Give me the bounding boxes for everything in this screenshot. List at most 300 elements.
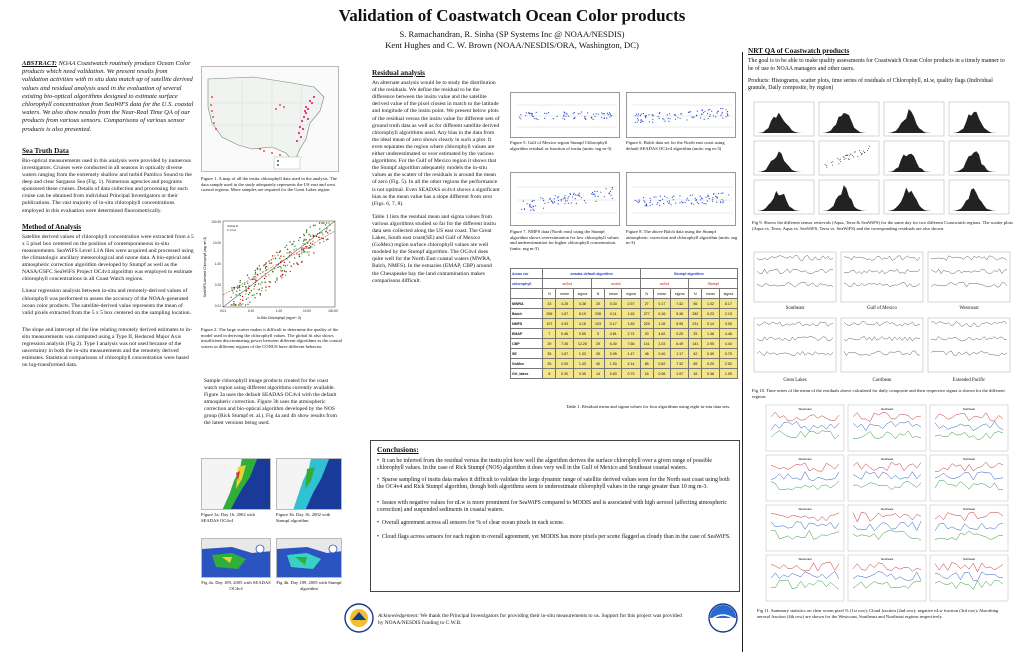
residual-point: [593, 114, 594, 115]
fig10-label: Extended Pacific: [952, 378, 986, 383]
sea-truth-text: Bio-optical measurements used in this analysis were provided by numerous investigators. Cruises were conducted in all seasons in optically diverse waters ranging from the extremely shallow and turbid Pamlico Sound to the deep and clear Sargasso Sea (Fig. 1). Numerous agencies and programs sponsored these cruises. Details of data collection and processing for each cruise can be obtained from individual Principal Investigators or their publications. The vast majority of in-situ chlorophyll concentrations employed in this evaluation were determined fluorometrically.: [22, 157, 192, 214]
residual-point: [544, 118, 545, 119]
figure-5-caption: Figure 5. Gulf of Mexico region Stumpf Chlorophyll algorithm residual as function of insitu (units: mg m-3): [510, 140, 612, 151]
fig2-point: [268, 274, 269, 275]
table-cell: 1.83: [622, 319, 640, 329]
fig2-point: [249, 302, 250, 303]
residual-point: [581, 197, 582, 198]
fig9-point: [845, 155, 846, 156]
residual-point: [663, 203, 664, 204]
fig2-point: [260, 269, 261, 270]
residual-point: [691, 203, 692, 204]
fig9-point: [852, 155, 853, 156]
residual-point: [650, 205, 651, 206]
fig2-point: [272, 271, 273, 272]
table-cell: 2.52: [719, 359, 737, 369]
fig2-point: [303, 234, 304, 235]
fig2-point: [258, 283, 259, 284]
residual-point: [602, 113, 603, 114]
residual-point: [645, 117, 646, 118]
residual-point: [556, 116, 557, 117]
fig2-xtick: 0.01: [219, 309, 227, 313]
fig2-point: [255, 270, 256, 271]
figure-6-residual-plot: [626, 92, 736, 138]
residual-point: [700, 117, 701, 118]
residual-point: [670, 118, 671, 119]
fig10-label: Carribean: [872, 378, 892, 383]
fig2-point: [244, 283, 245, 284]
residual-point: [727, 115, 728, 116]
figure-3a-caption: Figure 3a. Day 16, 2002 with SEADAS OC4v4: [201, 512, 255, 523]
table-cell: 225: [640, 319, 653, 329]
fig2-point: [294, 246, 295, 247]
table-cell: 2.19: [719, 309, 737, 319]
residual-point: [728, 194, 729, 195]
residual-point: [566, 113, 567, 114]
residual-point: [705, 197, 706, 198]
table-corner: Areas cor: [511, 269, 543, 279]
table-1-caption: Table 1. Residual mean and sigma values for four algorithms using eight in-situ data sets.: [566, 404, 731, 409]
fig2-point: [321, 232, 322, 233]
table-cell: 0.25: [671, 329, 689, 339]
fig2-point: [275, 281, 276, 282]
table-cell: 5.95: [671, 319, 689, 329]
fig2-point: [313, 236, 314, 237]
residual-point: [567, 198, 568, 199]
fig2-point: [319, 222, 320, 223]
fig2-point: [245, 293, 246, 294]
fig2-point: [236, 294, 237, 295]
table-cell: 141: [640, 339, 653, 349]
residual-point: [573, 113, 574, 114]
table-column-header: mean: [605, 289, 622, 299]
fig2-point: [326, 231, 327, 232]
residual-point: [673, 199, 674, 200]
table-cell: 3.00: [719, 319, 737, 329]
residual-point: [534, 118, 535, 119]
fig2-point: [281, 260, 282, 261]
fig2-point: [304, 244, 305, 245]
fig2-point: [326, 239, 327, 240]
author-line-2: Kent Hughes and C. W. Brown (NOAA/NESDIS/ORA, Washington, DC): [385, 40, 639, 50]
noaa-logo: [708, 603, 738, 633]
table-cell: 0.62: [653, 359, 670, 369]
fig2-point: [259, 265, 260, 266]
residual-point: [722, 202, 723, 203]
fig11-panel: [848, 455, 926, 501]
fig2-xtick: 0.10: [247, 309, 255, 313]
residual-point: [673, 196, 674, 197]
fig2-point: [265, 290, 266, 291]
residual-point: [641, 114, 642, 115]
table-cell: 282: [689, 309, 702, 319]
conclusion-text: Sparse sampling of insitu data makes it difficult to validate the large dynamic range of satellite derived values seen for the North east coast using both the OC4v4 and Rick Stumpf algorithm, though both algorithms seem to underestimate chlorophyll values in the range greater than 10 mg m-3.: [377, 476, 730, 491]
fig11-panel: [930, 455, 1008, 501]
table-cell: 0.23: [702, 309, 719, 319]
fig9-point: [862, 153, 863, 154]
residual-point: [579, 193, 580, 194]
figure-10-bottom-row: [752, 316, 1012, 374]
residual-point: [604, 113, 605, 114]
residual-point: [610, 191, 611, 192]
residual-point: [643, 113, 644, 114]
table-cell: 25: [689, 329, 702, 339]
residual-point: [563, 198, 564, 199]
fig2-point: [291, 266, 292, 267]
table-cell: 1.02: [702, 299, 719, 309]
fig2-point: [296, 253, 297, 254]
residual-point: [662, 118, 663, 119]
residual-point: [720, 115, 721, 116]
residual-point: [636, 114, 637, 115]
residual-point: [652, 115, 653, 116]
residual-point: [562, 118, 563, 119]
residual-point: [564, 119, 565, 120]
fig2-point: [296, 248, 297, 249]
fig2-ytick: 0.01: [214, 304, 221, 308]
fig2-point: [314, 245, 315, 246]
residual-point: [533, 206, 534, 207]
fig9-point: [844, 159, 845, 160]
fig2-point: [247, 304, 248, 305]
table-cell: 107: [543, 319, 556, 329]
figure-11-grid: [765, 404, 1011, 604]
fig2-point: [271, 262, 272, 263]
fig2-point: [314, 235, 315, 236]
table-row: [511, 319, 738, 329]
fig2-point: [303, 240, 304, 241]
nrt-paragraph-1: The goal is to be able to make quality assessments for Coastwatch Ocean Color products in a timely manner to be of use to NOAA managers and other users.: [748, 58, 1005, 72]
table-body: [511, 299, 738, 379]
nrt-column: [748, 48, 1010, 97]
residual-point: [595, 201, 596, 202]
residual-point: [667, 201, 668, 202]
residual-point: [680, 118, 681, 119]
table-row-header: Grt_lakes: [511, 369, 543, 379]
residual-point: [646, 205, 647, 206]
residual-point: [540, 197, 541, 198]
residual-point: [727, 113, 728, 114]
fig9-point: [847, 155, 848, 156]
fig9-point: [849, 159, 850, 160]
fig2-point: [255, 277, 256, 278]
residual-point: [656, 204, 657, 205]
residual-point: [557, 197, 558, 198]
table-cell: 1.43: [573, 359, 591, 369]
residual-point: [587, 112, 588, 113]
fig2-point: [253, 288, 254, 289]
poster-title: Validation of Coastwatch Ocean Color products: [338, 6, 686, 25]
residual-point: [529, 113, 530, 114]
fig2-point: [277, 255, 278, 256]
table-cell: 0.83: [605, 369, 622, 379]
figure-3a-image: [201, 458, 271, 510]
fig2-point: [286, 258, 287, 259]
fig2-point: [279, 258, 280, 259]
residual-point: [555, 195, 556, 196]
acknowledgement-label: Acknowledgement:: [378, 613, 420, 619]
residual-point: [594, 194, 595, 195]
residual-point: [713, 115, 714, 116]
table-cell: 2.00: [556, 359, 573, 369]
fig9-point: [857, 156, 858, 157]
table-sub-header: Stumpf: [689, 279, 738, 289]
fig9-point: [840, 159, 841, 160]
fig2-point: [310, 226, 311, 227]
fig9-panel: [819, 141, 879, 175]
residual-point: [649, 121, 650, 122]
residual-point: [652, 204, 653, 205]
residual-point: [643, 200, 644, 201]
residual-point: [716, 202, 717, 203]
residual-point: [609, 113, 610, 114]
fig2-point: [280, 267, 281, 268]
fig2-point: [307, 242, 308, 243]
conclusion-text: Cloud flags across sensors for each region in overall agreement, yet MODIS has more pixels per scene flagged as cloudy than in the case of SeaWiFS.: [381, 533, 731, 540]
fig2-point: [319, 228, 320, 229]
fig9-point: [853, 157, 854, 158]
fig2-point: [289, 241, 290, 242]
fig11-panel-title: Westcoast: [798, 557, 812, 561]
fig2-point: [255, 282, 256, 283]
table-row-header: CBP: [511, 339, 543, 349]
fig2-point: [265, 267, 266, 268]
residual-point: [720, 108, 721, 109]
fig2-point: [309, 239, 310, 240]
residual-point: [533, 116, 534, 117]
residual-point: [608, 114, 609, 115]
residual-point: [695, 198, 696, 199]
fig2-point: [262, 271, 263, 272]
residual-point: [702, 198, 703, 199]
fig2-point: [319, 239, 320, 240]
fig10-label: Great Lakes: [783, 378, 807, 383]
residual-point: [655, 196, 656, 197]
fig2-point: [325, 224, 326, 225]
fig9-point: [854, 152, 855, 153]
residual-point: [529, 204, 530, 205]
table-cell: 0.11: [605, 309, 622, 319]
fig9-point: [838, 163, 839, 164]
residual-point: [530, 206, 531, 207]
fig2-point: [279, 266, 280, 267]
fig10-panel: [754, 318, 836, 372]
left-column: [22, 60, 194, 374]
figure-3b-image: [276, 458, 342, 510]
table-row: [511, 339, 738, 349]
table-cell: 1.38: [702, 329, 719, 339]
table-cell: 0.14: [702, 319, 719, 329]
residual-point: [600, 192, 601, 193]
fig2-point: [247, 297, 248, 298]
fig2-point: [233, 287, 234, 288]
residual-point: [641, 121, 642, 122]
fig2-point: [252, 295, 253, 296]
residual-point: [659, 200, 660, 201]
residual-point: [569, 193, 570, 194]
table-cell: 0.35: [573, 369, 591, 379]
fig2-point: [233, 292, 234, 293]
table-cell: 0.16: [653, 309, 670, 319]
residual-point: [664, 196, 665, 197]
fig2-point: [299, 237, 300, 238]
fig2-point: [314, 225, 315, 226]
table-cell: 16: [689, 369, 702, 379]
table-cell: 4.14: [622, 359, 640, 369]
fig2-point: [290, 271, 291, 272]
residual-point: [593, 119, 594, 120]
fig2-point: [242, 303, 243, 304]
residual-point: [567, 114, 568, 115]
residual-point: [573, 194, 574, 195]
residual-point: [604, 117, 605, 118]
abstract-heading: ABSTRACT:: [22, 60, 57, 67]
fig2-point: [266, 262, 267, 263]
residual-point: [709, 116, 710, 117]
conclusion-item: • Overall agreement across all sensors for % of clear ocean pixels in each scene.: [377, 520, 565, 527]
table-group-header: Stumpf algorithm: [640, 269, 737, 279]
table-cell: 0.30: [702, 349, 719, 359]
residual-point: [558, 203, 559, 204]
table-sub-header: oc4v4: [592, 279, 641, 289]
residual-point: [609, 112, 610, 113]
table-column-header: N: [689, 289, 702, 299]
residual-point: [635, 115, 636, 116]
residual-point: [552, 202, 553, 203]
method-paragraph-3: The slope and intercept of the line relating remotely derived estimates to in-situ measurements was computed using a Type II, Reduced Major Axis regression analysis (Fig 2). Type I analysis was not used because of the uncertainty in both the in-situ measurements and the remotely derived estimates. Statistical comparisons of chlorophyll concentration were based on log-transformed data.: [22, 326, 192, 369]
residual-point: [606, 118, 607, 119]
residual-point: [707, 118, 708, 119]
fig2-point: [260, 294, 261, 295]
residual-point: [692, 117, 693, 118]
residual-point: [662, 199, 663, 200]
residual-point: [574, 112, 575, 113]
residual-point: [704, 111, 705, 112]
fig2-point: [260, 293, 261, 294]
residual-point: [532, 209, 533, 210]
fig2-point: [283, 265, 284, 266]
fig9-point: [831, 162, 832, 163]
figure-10-top-row: [752, 250, 1012, 304]
fig9-point: [869, 146, 870, 147]
residual-point: [568, 203, 569, 204]
conclusion-text: Issues with negative values for nLw is more prominent for SeaWiFS compared to MODIS and is associated with high aerosol (affecting atmospheric correction) and suspended sediments in coastal waters.: [377, 499, 727, 514]
table-row-header: GoMex: [511, 359, 543, 369]
residual-point: [520, 114, 521, 115]
fig2-point: [328, 222, 329, 223]
residual-point: [711, 111, 712, 112]
residual-point: [710, 114, 711, 115]
fig2-point: [274, 255, 275, 256]
fig2-point: [293, 263, 294, 264]
fig2-legend-entry: 1:1 line: [227, 228, 237, 232]
residual-point: [715, 116, 716, 117]
residual-point: [652, 122, 653, 123]
residual-point: [698, 203, 699, 204]
residual-point: [650, 198, 651, 199]
residual-point: [700, 199, 701, 200]
fig2-xtick: 10.00: [303, 309, 311, 313]
figure-9-grid: [752, 100, 1012, 218]
residual-point: [591, 193, 592, 194]
fig2-point: [324, 222, 325, 223]
residual-heading: Residual analysis: [372, 69, 425, 77]
noaa-seal-logo: [344, 603, 374, 633]
residual-point: [561, 199, 562, 200]
table-cell: 1.09: [719, 369, 737, 379]
figure-7-residual-plot: [510, 172, 620, 226]
table-cell: 141: [689, 339, 702, 349]
fig2-point: [310, 242, 311, 243]
residual-point: [612, 187, 613, 188]
table-cell: 23: [543, 299, 556, 309]
fig2-point: [269, 263, 270, 264]
table-column-header: mean: [556, 289, 573, 299]
table-cell: 4.18: [573, 319, 591, 329]
fig2-point: [299, 255, 300, 256]
figure-6-caption: Figure 6. Balch data set for the North east coast using default SEADAS OC4v4 algorithm (units: mg m-3): [626, 140, 725, 151]
residual-point: [546, 113, 547, 114]
fig2-point: [239, 290, 240, 291]
fig2-point: [319, 242, 320, 243]
fig2-point: [257, 274, 258, 275]
acknowledgement: [378, 613, 688, 627]
fig11-panel: [766, 405, 844, 451]
table-cell: 1.67: [556, 349, 573, 359]
fig2-point: [289, 255, 290, 256]
fig2-legend-entry: Stumpf: [301, 250, 310, 254]
residual-point: [689, 111, 690, 112]
residual-point: [553, 203, 554, 204]
figure-11-caption: Fig 11. Summary statistics on clear ocean pixel % (1st row); Cloud fraction (2nd row); negative nLw fraction (3rd row); Absorbing aerosol fraction (4th row) are shown for the Westcoast, Southeast and Northeast regions respectively.: [757, 608, 999, 619]
fig2-point: [326, 228, 327, 229]
table-cell: 5: [592, 329, 605, 339]
fig2-point: [322, 234, 323, 235]
table-column-header: N: [543, 289, 556, 299]
fig2-point: [294, 257, 295, 258]
residual-point: [722, 108, 723, 109]
residual-point: [720, 202, 721, 203]
fig2-point: [296, 262, 297, 263]
residual-point: [716, 113, 717, 114]
table-cell: 1.17: [671, 349, 689, 359]
residual-point: [657, 202, 658, 203]
fig9-point: [850, 154, 851, 155]
figure-2-caption: Figure 2. The large scatter makes it difficult to determine the quality of the model used in deriving the chlorophyll values. The global fit also shows insufficient discriminating power between different algorithms as the coastal waters in different regions of the CONUS have different behavior.: [201, 327, 342, 349]
fig2-ytick: 1.00: [214, 262, 221, 266]
fig2-point: [261, 276, 262, 277]
fig9-point: [860, 152, 861, 153]
acknowledgement-text: We thank the Principal Investigators for providing their in-situ measurements to us. Support for this project was provided by NOAA/NESDIS funding to C.W.B.: [378, 613, 682, 626]
fig2-point: [255, 272, 256, 273]
table-cell: 277: [640, 309, 653, 319]
fig2-point: [269, 286, 270, 287]
fig2-point: [239, 285, 240, 286]
residual-point: [601, 117, 602, 118]
residual-point: [565, 200, 566, 201]
fig2-point: [245, 287, 246, 288]
fig2-point: [282, 274, 283, 275]
residual-point: [549, 199, 550, 200]
residual-point: [692, 194, 693, 195]
nrt-heading: NRT QA of Coastwatch products: [748, 47, 850, 55]
fig2-point: [255, 273, 256, 274]
figure-7-caption: Figure 7. NMFS data (North east) using the Stumpf algorithm shows overestimation for low chlorophyll values and underestimation for higher chlorophyll concentration. (units: mg m-3): [510, 229, 619, 251]
fig9-point: [826, 167, 827, 168]
residual-point: [679, 195, 680, 196]
fig11-panel-title: Northeast: [962, 457, 976, 461]
residual-point: [654, 197, 655, 198]
